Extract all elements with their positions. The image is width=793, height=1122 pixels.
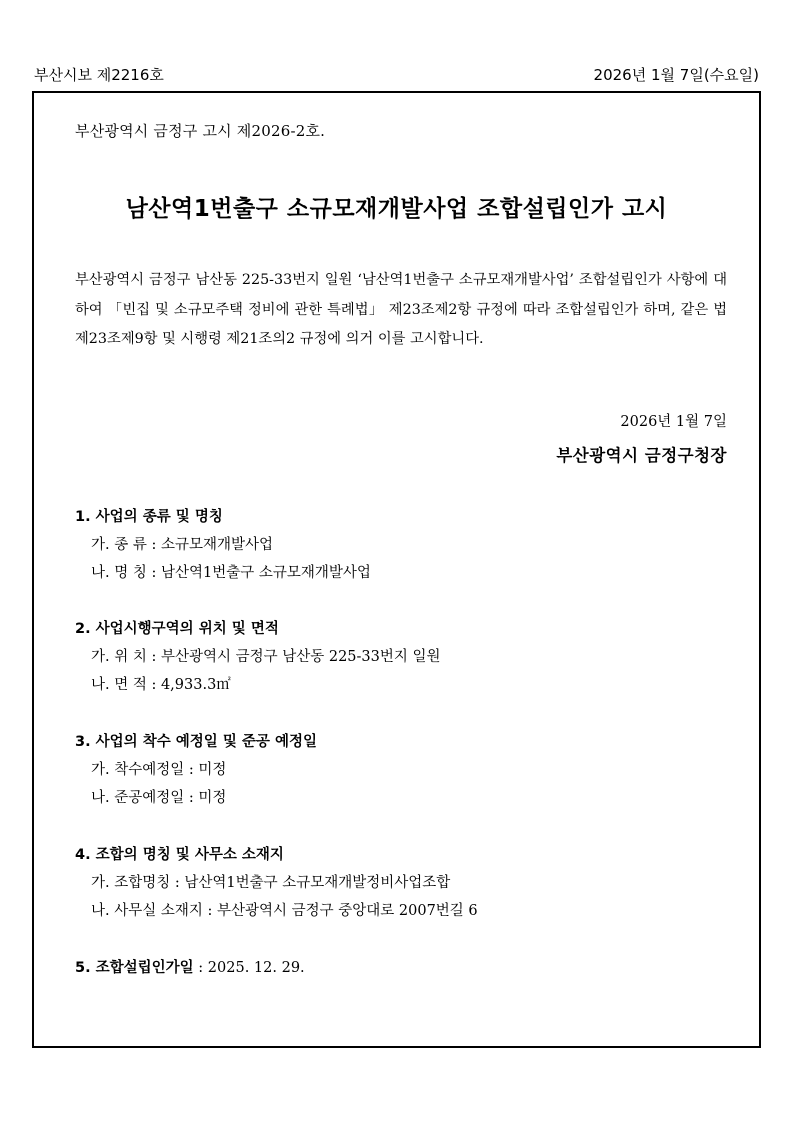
- section-heading: 2. 사업시행구역의 위치 및 면적: [75, 621, 279, 637]
- notice-date: 2026년 1월 7일: [620, 414, 727, 430]
- section-item: 가. 종 류 : 소규모재개발사업: [91, 537, 274, 553]
- section-item: 가. 착수예정일 : 미정: [91, 762, 227, 778]
- notice-title: 남산역1번출구 소규모재개발사업 조합설립인가 고시: [125, 196, 668, 222]
- section-5: [75, 959, 305, 977]
- section-heading: [75, 959, 305, 977]
- section-heading-label: 5. 조합설립인가일: [75, 960, 194, 976]
- notice-number: 부산광역시 금정구 고시 제2026-2호.: [75, 122, 326, 140]
- section-2: [75, 620, 441, 694]
- publication-date: 2026년 1월 7일(수요일): [593, 66, 759, 84]
- approval-date-value: : 2025. 12. 29.: [193, 960, 305, 976]
- section-4: [75, 846, 478, 920]
- section-item: 나. 사무실 소재지 : 부산광역시 금정구 중앙대로 2007번길 6: [91, 903, 478, 919]
- section-heading: 1. 사업의 종류 및 명칭: [75, 509, 223, 525]
- section-3: [75, 733, 317, 807]
- section-item: 나. 명 칭 : 남산역1번출구 소규모재개발사업: [91, 565, 371, 581]
- section-item: 가. 위 치 : 부산광역시 금정구 남산동 225-33번지 일원: [91, 649, 441, 665]
- section-item: 나. 준공예정일 : 미정: [91, 790, 227, 806]
- notice-body: 부산광역시 금정구 남산동 225-33번지 일원 ‘남산역1번출구 소규모재개발사업’ 조합설립인가 사항에 대하여 「빈집 및 소규모주택 정비에 관한 특례법」 제23조제2항 규정에 따라 조합설립인가 하며, 같은 법 제23조제9항 및 시행령 제21조의2 규정에 의거 이를 고시합니다.: [75, 272, 727, 347]
- section-heading: 4. 조합의 명칭 및 사무소 소재지: [75, 847, 284, 863]
- section-1: [75, 508, 371, 582]
- section-item: 나. 면 적 : 4,933.3㎡: [91, 677, 231, 693]
- publication-header: 부산시보 제2216호: [34, 66, 164, 84]
- section-heading: 3. 사업의 착수 예정일 및 준공 예정일: [75, 734, 317, 750]
- section-item: 가. 조합명칭 : 남산역1번출구 소규모재개발정비사업조합: [91, 875, 451, 891]
- signatory: 부산광역시 금정구청장: [556, 446, 727, 465]
